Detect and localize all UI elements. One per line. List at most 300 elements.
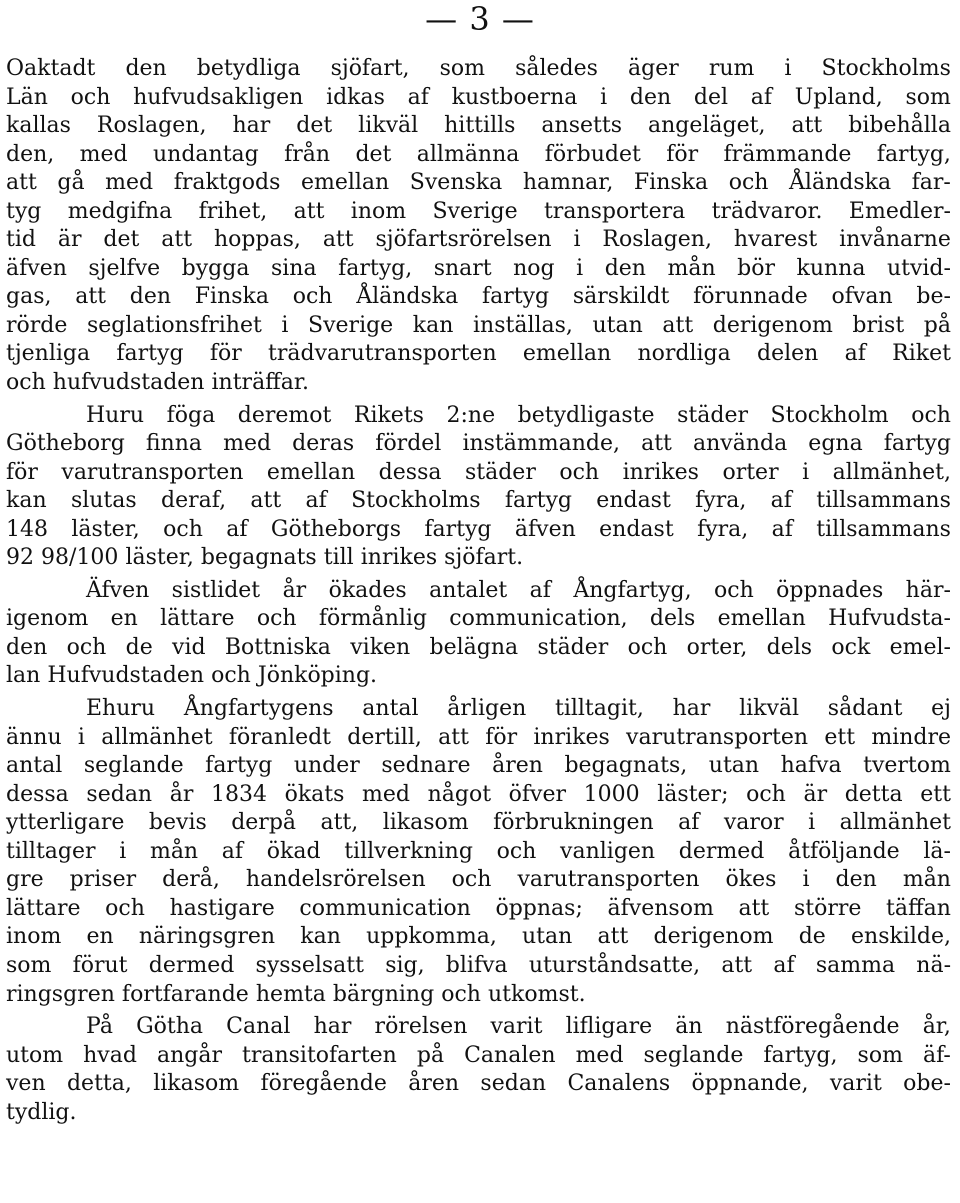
word: här- bbox=[905, 577, 951, 603]
word: använda bbox=[693, 431, 788, 457]
word: städer bbox=[537, 634, 609, 660]
word: varutransporten bbox=[61, 459, 244, 485]
word: utan bbox=[592, 312, 643, 338]
word: gå bbox=[57, 170, 85, 196]
text-line bbox=[6, 923, 951, 952]
word: emel- bbox=[889, 634, 951, 660]
word: inom bbox=[6, 924, 62, 950]
word: att bbox=[6, 170, 37, 196]
word: hufvudstaden bbox=[52, 370, 205, 396]
word: år bbox=[169, 781, 194, 807]
text-line bbox=[6, 516, 951, 545]
word: dermed bbox=[678, 838, 765, 864]
word: att bbox=[322, 227, 354, 253]
word: emellan bbox=[717, 606, 806, 632]
word: har bbox=[232, 113, 271, 139]
word: lä- bbox=[923, 838, 951, 864]
word: att, bbox=[320, 810, 359, 836]
paragraph bbox=[6, 55, 951, 398]
word: städer bbox=[677, 402, 748, 428]
word: seglationsfrihet bbox=[86, 312, 262, 338]
word: med bbox=[362, 781, 410, 807]
word: således bbox=[515, 56, 598, 81]
word: föregående bbox=[260, 1071, 387, 1097]
word: Canal bbox=[226, 1014, 291, 1040]
word: det bbox=[103, 227, 140, 253]
word: ej bbox=[931, 696, 951, 722]
word: trädvaror. bbox=[711, 198, 823, 224]
word: öppnas; bbox=[495, 895, 583, 921]
word: rörde bbox=[6, 312, 68, 338]
word: är bbox=[803, 781, 828, 807]
text-line bbox=[6, 1013, 951, 1042]
word: del bbox=[693, 84, 729, 110]
text-line bbox=[6, 84, 951, 113]
word: i bbox=[600, 84, 608, 110]
word: äf- bbox=[922, 1042, 951, 1068]
word: uppkomma, bbox=[366, 924, 497, 950]
text-line bbox=[6, 809, 951, 838]
word: den bbox=[125, 56, 167, 81]
word: från bbox=[284, 141, 331, 167]
word: på bbox=[416, 1042, 445, 1068]
word: läster, bbox=[125, 545, 194, 571]
word: allmänna bbox=[416, 141, 520, 167]
word: af bbox=[678, 810, 700, 836]
word: föranledt bbox=[228, 724, 332, 750]
word: Sverige bbox=[432, 198, 518, 224]
word: i bbox=[802, 459, 810, 485]
word: sedan bbox=[480, 1071, 547, 1097]
text-line bbox=[6, 312, 951, 341]
word: Stockholm bbox=[770, 402, 889, 428]
word: den bbox=[129, 284, 172, 310]
word: i bbox=[784, 56, 792, 81]
word: att bbox=[438, 724, 469, 750]
word: communication bbox=[299, 895, 471, 921]
word: hittills bbox=[444, 113, 516, 139]
word: Rikets bbox=[353, 402, 424, 428]
word: de bbox=[798, 924, 826, 950]
word: för bbox=[485, 724, 518, 750]
word: ringsgren bbox=[6, 981, 115, 1007]
word: 1834 bbox=[210, 781, 267, 807]
word: ansetts bbox=[541, 113, 622, 139]
text-line bbox=[6, 226, 951, 255]
word: sådant bbox=[827, 696, 903, 722]
word: Riket bbox=[892, 341, 951, 367]
word: år, bbox=[922, 1014, 951, 1040]
word: 1000 bbox=[583, 781, 640, 807]
word: hoppas, bbox=[213, 227, 301, 253]
word: 92 bbox=[6, 545, 34, 571]
word: att bbox=[161, 227, 193, 253]
word: allmänhet bbox=[839, 810, 951, 836]
word: angeläget, bbox=[647, 113, 766, 139]
word: endast bbox=[599, 516, 674, 542]
word: af bbox=[844, 341, 866, 367]
word: hvarest bbox=[733, 227, 818, 253]
word: äfvensom bbox=[607, 895, 714, 921]
word: det bbox=[296, 113, 333, 139]
word: af bbox=[407, 84, 429, 110]
word: angår bbox=[156, 1042, 222, 1068]
word: derigenom bbox=[653, 924, 774, 950]
word: af bbox=[773, 952, 795, 978]
word: tvertom bbox=[863, 753, 951, 779]
word: igenom bbox=[6, 606, 89, 632]
word: likväl bbox=[739, 696, 800, 722]
word: tillverkning bbox=[344, 838, 473, 864]
word: brist bbox=[852, 312, 905, 338]
word: af bbox=[305, 488, 327, 514]
word: särskildt bbox=[572, 284, 670, 310]
word: städer bbox=[464, 459, 536, 485]
word: mån bbox=[902, 867, 951, 893]
word: undantag bbox=[152, 141, 259, 167]
text-line bbox=[6, 895, 951, 924]
word: af bbox=[771, 516, 793, 542]
text-line bbox=[6, 752, 951, 781]
word: rum bbox=[708, 56, 755, 81]
word: af bbox=[226, 516, 248, 542]
word: äger bbox=[628, 56, 679, 81]
text-line bbox=[6, 838, 951, 867]
word: far- bbox=[911, 170, 951, 196]
paragraph bbox=[6, 577, 951, 691]
word: Sverige bbox=[308, 312, 394, 338]
word: emellan bbox=[300, 170, 390, 196]
word: den, bbox=[6, 141, 55, 167]
word: har bbox=[672, 696, 711, 722]
word: att bbox=[250, 488, 282, 514]
word: och bbox=[559, 459, 600, 485]
word: betydligaste bbox=[517, 402, 655, 428]
word: för bbox=[6, 459, 38, 485]
text-line bbox=[6, 1099, 951, 1128]
word: öppnande, bbox=[691, 1071, 809, 1097]
word: utan bbox=[522, 924, 573, 950]
word: obe- bbox=[903, 1071, 951, 1097]
word: Stockholms bbox=[821, 56, 951, 81]
word: derigenom bbox=[712, 312, 833, 338]
text-line bbox=[6, 781, 951, 810]
word: ökades bbox=[328, 577, 407, 603]
word: som bbox=[6, 952, 52, 978]
word: inrikes bbox=[360, 545, 438, 571]
word: Ångfartygens bbox=[183, 696, 334, 722]
page-number-header: — 3 — bbox=[425, 0, 535, 38]
word: blifva bbox=[445, 952, 508, 978]
text-line bbox=[6, 605, 951, 634]
word: än bbox=[675, 1014, 703, 1040]
word: har bbox=[313, 1014, 352, 1040]
word: fraktgods bbox=[173, 170, 281, 196]
text-line bbox=[6, 430, 951, 459]
text-line bbox=[6, 544, 951, 573]
word: inom bbox=[350, 198, 407, 224]
word: och bbox=[256, 606, 297, 632]
word: den bbox=[6, 634, 48, 660]
word: att bbox=[597, 924, 629, 950]
word: är bbox=[57, 227, 82, 253]
word: förut bbox=[72, 952, 128, 978]
word: gas, bbox=[6, 284, 52, 310]
word: ofvan bbox=[831, 284, 893, 310]
word: med bbox=[575, 1042, 624, 1068]
word: med bbox=[105, 170, 154, 196]
word: förunnade bbox=[693, 284, 808, 310]
word: detta, bbox=[66, 1071, 132, 1097]
word: bärgning bbox=[332, 981, 435, 1007]
word: fartyg, bbox=[338, 255, 413, 281]
word: Län bbox=[6, 84, 48, 110]
word: Huru bbox=[86, 402, 145, 428]
word: rörelsen bbox=[374, 1014, 468, 1040]
word: med bbox=[223, 431, 272, 457]
word: ven bbox=[6, 1071, 46, 1097]
word: fyra, bbox=[695, 488, 747, 514]
word: kustboerna bbox=[451, 84, 578, 110]
text-line bbox=[6, 1070, 951, 1099]
word: be- bbox=[916, 284, 951, 310]
word: fortfarande bbox=[121, 981, 249, 1007]
word: och bbox=[66, 634, 107, 660]
word: seglande bbox=[83, 753, 184, 779]
text-line bbox=[6, 487, 951, 516]
word: och bbox=[451, 867, 492, 893]
word: Götheborg bbox=[6, 431, 125, 457]
word: sina bbox=[270, 255, 317, 281]
word: att bbox=[791, 113, 823, 139]
word: en bbox=[86, 924, 114, 950]
word: emellan bbox=[266, 459, 356, 485]
word: tyg bbox=[6, 198, 42, 224]
word: sysselsatt bbox=[255, 952, 364, 978]
word: På bbox=[86, 1014, 113, 1040]
word: tilltager bbox=[6, 838, 96, 864]
body-text bbox=[6, 55, 951, 1127]
word: Roslagen, bbox=[602, 227, 712, 253]
text-line bbox=[6, 952, 951, 981]
word: de bbox=[125, 634, 153, 660]
word: begagnats bbox=[200, 545, 317, 571]
word: varit bbox=[490, 1014, 543, 1040]
word: vanligen bbox=[560, 838, 656, 864]
word: tydlig. bbox=[6, 1099, 77, 1125]
word: i bbox=[808, 810, 816, 836]
word: bevis bbox=[148, 810, 207, 836]
word: Finska bbox=[633, 170, 709, 196]
word: åren bbox=[492, 753, 543, 779]
word: fartyg bbox=[116, 341, 184, 367]
word: och bbox=[211, 663, 251, 689]
word: för bbox=[666, 141, 699, 167]
word: i bbox=[573, 227, 581, 253]
word: communication, bbox=[449, 606, 628, 632]
text-line bbox=[6, 724, 951, 753]
word: uturståndsatte, bbox=[528, 952, 701, 978]
word: slutas bbox=[70, 488, 137, 514]
word: sjöfartsrörelsen bbox=[375, 227, 552, 253]
word: derpå bbox=[231, 810, 297, 836]
word: näringsgren bbox=[138, 924, 276, 950]
word: fartyg, bbox=[763, 1042, 838, 1068]
word: varor bbox=[723, 810, 784, 836]
word: läster; bbox=[657, 781, 729, 807]
word: tillsammans bbox=[816, 516, 951, 542]
word: hufvudsakligen bbox=[133, 84, 304, 110]
paragraph bbox=[6, 1013, 951, 1127]
word: Äfven bbox=[86, 577, 150, 603]
word: förbudet bbox=[544, 141, 641, 167]
word: utkomst. bbox=[488, 981, 586, 1007]
word: nä- bbox=[916, 952, 951, 978]
word: årligen bbox=[447, 696, 527, 722]
word: utom bbox=[6, 1042, 64, 1068]
word: på bbox=[923, 312, 951, 338]
word: och bbox=[627, 634, 668, 660]
word: den bbox=[629, 84, 672, 110]
word: kallas bbox=[6, 113, 71, 139]
text-line bbox=[6, 634, 951, 663]
word: inställas, bbox=[473, 312, 573, 338]
word: kan bbox=[300, 924, 341, 950]
text-line bbox=[6, 169, 951, 198]
word: Emedler- bbox=[848, 198, 951, 224]
word: Jönköping. bbox=[257, 663, 378, 689]
word: Åländska bbox=[789, 170, 892, 196]
word: större bbox=[793, 895, 862, 921]
word: och bbox=[911, 402, 951, 428]
word: orter, bbox=[686, 634, 748, 660]
word: lättare bbox=[160, 606, 235, 632]
word: att bbox=[721, 952, 753, 978]
text-line bbox=[6, 198, 951, 227]
word: deraf, bbox=[161, 488, 227, 514]
word: Götha bbox=[136, 1014, 204, 1040]
text-line bbox=[6, 369, 951, 398]
word: i bbox=[77, 724, 85, 750]
word: egna bbox=[808, 431, 863, 457]
word: tilltagit, bbox=[554, 696, 644, 722]
word: och bbox=[441, 981, 481, 1007]
word: år bbox=[282, 577, 307, 603]
word: och bbox=[292, 284, 333, 310]
word: dermed bbox=[148, 952, 235, 978]
word: sjöfart, bbox=[330, 56, 410, 81]
word: tjenliga bbox=[6, 341, 91, 367]
word: begagnats, bbox=[564, 753, 688, 779]
word: inrikes bbox=[533, 724, 610, 750]
word: detta bbox=[844, 781, 903, 807]
word: antal bbox=[6, 753, 63, 779]
word: hamnar, bbox=[522, 170, 614, 196]
word: åren bbox=[408, 1071, 460, 1097]
word: af bbox=[529, 577, 551, 603]
word: ökes bbox=[725, 867, 777, 893]
word: föga bbox=[166, 402, 216, 428]
word: hafva bbox=[780, 753, 842, 779]
word: Hufvudstaden bbox=[47, 663, 205, 689]
word: fartyg bbox=[481, 284, 550, 310]
word: frihet, bbox=[198, 198, 268, 224]
text-line bbox=[6, 1042, 951, 1071]
text-line bbox=[6, 866, 951, 895]
word: utvid- bbox=[886, 255, 951, 281]
word: deras bbox=[292, 431, 355, 457]
word: seglande bbox=[643, 1042, 744, 1068]
word: fartyg bbox=[205, 753, 273, 779]
word: idkas bbox=[326, 84, 385, 110]
word: i bbox=[119, 838, 127, 864]
word: Roslagen, bbox=[96, 113, 207, 139]
word: med bbox=[79, 141, 128, 167]
word: i bbox=[802, 867, 810, 893]
word: kan bbox=[6, 488, 47, 514]
word: förmånlig bbox=[318, 606, 428, 632]
word: Ehuru bbox=[86, 696, 156, 722]
word: den bbox=[604, 255, 646, 281]
word: att bbox=[662, 312, 694, 338]
word: fyra, bbox=[697, 516, 749, 542]
word: trädvarutransporten bbox=[268, 341, 497, 367]
text-line bbox=[6, 981, 951, 1010]
word: dertill, bbox=[347, 724, 422, 750]
word: för bbox=[209, 341, 242, 367]
word: något bbox=[427, 781, 492, 807]
text-line bbox=[6, 112, 951, 141]
word: nordliga bbox=[637, 341, 731, 367]
word: derå, bbox=[162, 867, 220, 893]
word: Bottniska bbox=[224, 634, 331, 660]
word: den bbox=[835, 867, 877, 893]
word: kan bbox=[412, 312, 454, 338]
text-line bbox=[6, 577, 951, 606]
word: bibehålla bbox=[848, 113, 951, 139]
word: sjelfve bbox=[88, 255, 161, 281]
word: bygga bbox=[181, 255, 250, 281]
word: lifligare bbox=[565, 1014, 653, 1040]
word: hastigare bbox=[169, 895, 275, 921]
word: enskilde, bbox=[851, 924, 951, 950]
word: och bbox=[6, 370, 46, 396]
word: gre bbox=[6, 867, 44, 893]
word: antal bbox=[362, 696, 419, 722]
word: och bbox=[105, 895, 145, 921]
word: att bbox=[738, 895, 770, 921]
word: finna bbox=[145, 431, 203, 457]
word: dessa bbox=[378, 459, 442, 485]
word: lättare bbox=[6, 895, 81, 921]
paragraph bbox=[6, 695, 951, 1009]
text-line bbox=[6, 141, 951, 170]
word: under bbox=[293, 753, 360, 779]
paragraph bbox=[6, 402, 951, 573]
word: Stockholms bbox=[351, 488, 481, 514]
word: läster, bbox=[71, 516, 140, 542]
word: att bbox=[75, 284, 107, 310]
word: utan bbox=[708, 753, 760, 779]
word: främmande bbox=[723, 141, 852, 167]
word: Ångfartyg, bbox=[573, 577, 692, 603]
word: antalet bbox=[429, 577, 508, 603]
word: hvad bbox=[83, 1042, 137, 1068]
word: mån bbox=[667, 255, 716, 281]
word: att bbox=[641, 431, 672, 457]
word: och bbox=[496, 838, 537, 864]
word: inträffar. bbox=[211, 370, 310, 396]
